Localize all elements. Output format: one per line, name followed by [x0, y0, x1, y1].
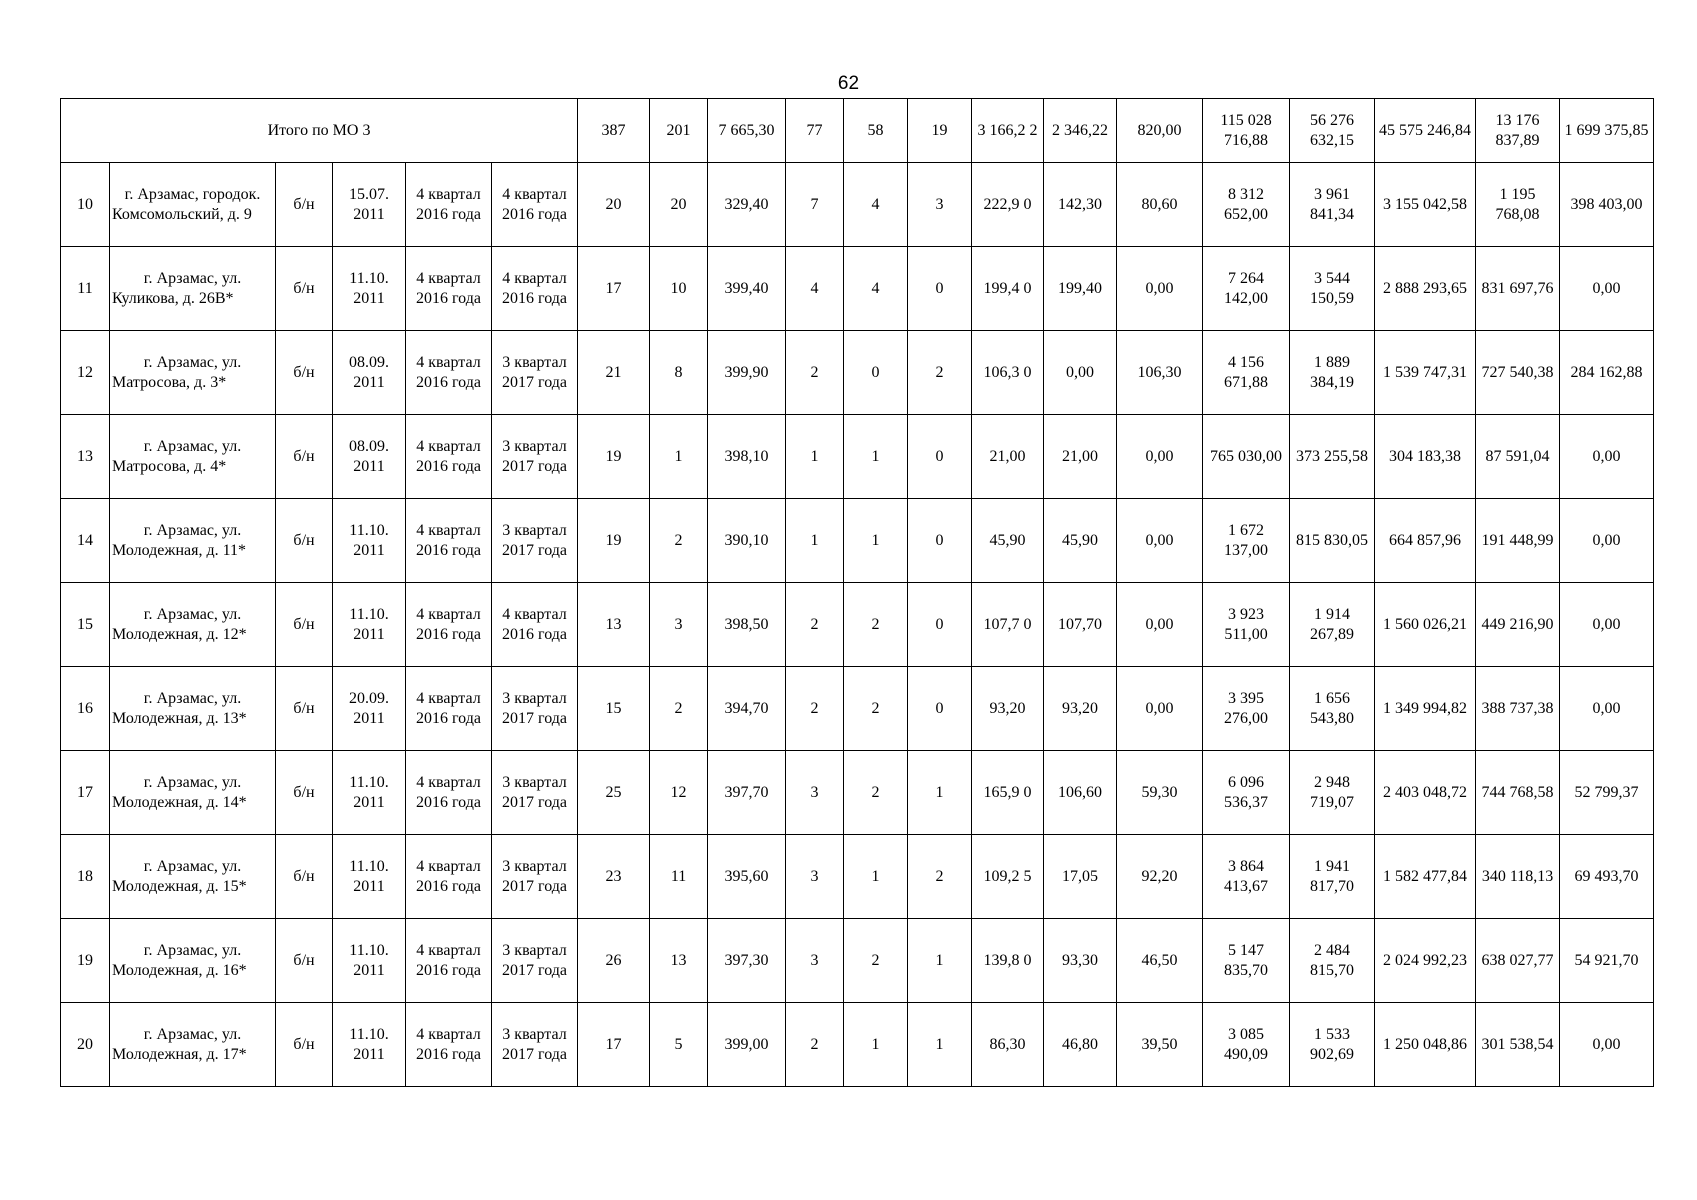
value-cell: 0: [908, 667, 972, 751]
table-row: [61, 583, 1654, 667]
value-cell: 390,10: [708, 499, 786, 583]
total-cell: 13 176 837,89: [1476, 99, 1560, 163]
value-cell: 21,00: [1044, 415, 1117, 499]
value-cell: 398 403,00: [1560, 163, 1654, 247]
value-cell: 52 799,37: [1560, 751, 1654, 835]
value-cell: 0,00: [1560, 583, 1654, 667]
value-cell: 3: [786, 751, 844, 835]
document-number-cell: б/н: [276, 247, 333, 331]
table-row: [61, 163, 1654, 247]
value-cell: 0,00: [1560, 667, 1654, 751]
total-cell: 2 346,22: [1044, 99, 1117, 163]
value-cell: 4 156 671,88: [1203, 331, 1290, 415]
value-cell: 1 656 543,80: [1290, 667, 1375, 751]
value-cell: 6 096 536,37: [1203, 751, 1290, 835]
value-cell: 373 255,58: [1290, 415, 1375, 499]
value-cell: 12: [650, 751, 708, 835]
value-cell: 1: [844, 835, 908, 919]
row-number: 17: [61, 751, 110, 835]
value-cell: 1 560 026,21: [1375, 583, 1476, 667]
table-row: [61, 667, 1654, 751]
value-cell: 2: [786, 667, 844, 751]
actual-date-cell: 4 квартал 2016 года: [492, 163, 578, 247]
table-row: [61, 1003, 1654, 1087]
value-cell: 222,9 0: [972, 163, 1044, 247]
value-cell: 765 030,00: [1203, 415, 1290, 499]
value-cell: 93,20: [972, 667, 1044, 751]
value-cell: 0,00: [1117, 583, 1203, 667]
value-cell: 106,3 0: [972, 331, 1044, 415]
row-number: 18: [61, 835, 110, 919]
row-number: 14: [61, 499, 110, 583]
value-cell: 3: [650, 583, 708, 667]
table-row: [61, 835, 1654, 919]
value-cell: 0: [844, 331, 908, 415]
value-cell: 2: [844, 667, 908, 751]
total-cell: 387: [578, 99, 650, 163]
total-cell: 58: [844, 99, 908, 163]
value-cell: 106,30: [1117, 331, 1203, 415]
value-cell: 59,30: [1117, 751, 1203, 835]
value-cell: 1 941 817,70: [1290, 835, 1375, 919]
row-number: 20: [61, 1003, 110, 1087]
value-cell: 45,90: [1044, 499, 1117, 583]
document-number-cell: б/н: [276, 583, 333, 667]
value-cell: 2: [844, 583, 908, 667]
value-cell: 394,70: [708, 667, 786, 751]
planned-date-cell: 4 квартал 2016 года: [406, 331, 492, 415]
value-cell: 1 533 902,69: [1290, 1003, 1375, 1087]
value-cell: 19: [578, 499, 650, 583]
value-cell: 3 961 841,34: [1290, 163, 1375, 247]
value-cell: 2 484 815,70: [1290, 919, 1375, 1003]
value-cell: 8: [650, 331, 708, 415]
value-cell: 4: [844, 163, 908, 247]
value-cell: 638 027,77: [1476, 919, 1560, 1003]
value-cell: 0: [908, 247, 972, 331]
value-cell: 1 582 477,84: [1375, 835, 1476, 919]
value-cell: 1: [908, 919, 972, 1003]
value-cell: 0,00: [1117, 667, 1203, 751]
value-cell: 69 493,70: [1560, 835, 1654, 919]
value-cell: 284 162,88: [1560, 331, 1654, 415]
value-cell: 1: [844, 415, 908, 499]
document-number-cell: б/н: [276, 835, 333, 919]
value-cell: 17: [578, 1003, 650, 1087]
value-cell: 109,2 5: [972, 835, 1044, 919]
value-cell: 3 085 490,09: [1203, 1003, 1290, 1087]
actual-date-cell: 4 квартал 2016 года: [492, 583, 578, 667]
value-cell: 2: [908, 331, 972, 415]
value-cell: 3 395 276,00: [1203, 667, 1290, 751]
total-cell: 115 028 716,88: [1203, 99, 1290, 163]
value-cell: 23: [578, 835, 650, 919]
value-cell: 10: [650, 247, 708, 331]
row-number: 10: [61, 163, 110, 247]
value-cell: 727 540,38: [1476, 331, 1560, 415]
value-cell: 397,30: [708, 919, 786, 1003]
value-cell: 0,00: [1560, 1003, 1654, 1087]
value-cell: 107,70: [1044, 583, 1117, 667]
value-cell: 13: [578, 583, 650, 667]
date-cell: 08.09. 2011: [333, 415, 406, 499]
value-cell: 397,70: [708, 751, 786, 835]
value-cell: 15: [578, 667, 650, 751]
value-cell: 2: [844, 919, 908, 1003]
value-cell: 54 921,70: [1560, 919, 1654, 1003]
date-cell: 11.10. 2011: [333, 583, 406, 667]
value-cell: 1: [844, 1003, 908, 1087]
value-cell: 399,00: [708, 1003, 786, 1087]
table-row: [61, 331, 1654, 415]
date-cell: 15.07. 2011: [333, 163, 406, 247]
value-cell: 1 889 384,19: [1290, 331, 1375, 415]
address-cell: г. Арзамас, ул. Молодежная, д. 12*: [110, 583, 276, 667]
value-cell: 1: [650, 415, 708, 499]
value-cell: 0,00: [1117, 499, 1203, 583]
total-cell: 820,00: [1117, 99, 1203, 163]
planned-date-cell: 4 квартал 2016 года: [406, 751, 492, 835]
value-cell: 0,00: [1044, 331, 1117, 415]
row-number: 16: [61, 667, 110, 751]
table-row: [61, 247, 1654, 331]
date-cell: 11.10. 2011: [333, 835, 406, 919]
date-cell: 11.10. 2011: [333, 247, 406, 331]
value-cell: 1: [786, 415, 844, 499]
value-cell: 46,50: [1117, 919, 1203, 1003]
value-cell: 301 538,54: [1476, 1003, 1560, 1087]
page-number: 62: [837, 73, 860, 94]
planned-date-cell: 4 квартал 2016 года: [406, 247, 492, 331]
value-cell: 3: [786, 919, 844, 1003]
actual-date-cell: 3 квартал 2017 года: [492, 835, 578, 919]
value-cell: 2: [650, 499, 708, 583]
value-cell: 191 448,99: [1476, 499, 1560, 583]
value-cell: 92,20: [1117, 835, 1203, 919]
address-cell: г. Арзамас, городок. Комсомольский, д. 9: [110, 163, 276, 247]
value-cell: 0: [908, 499, 972, 583]
date-cell: 20.09. 2011: [333, 667, 406, 751]
address-cell: г. Арзамас, ул. Матросова, д. 3*: [110, 331, 276, 415]
housing-program-table: [60, 98, 1654, 1087]
actual-date-cell: 3 квартал 2017 года: [492, 919, 578, 1003]
value-cell: 2: [908, 835, 972, 919]
table-row: [61, 751, 1654, 835]
value-cell: 2: [786, 331, 844, 415]
value-cell: 0,00: [1117, 247, 1203, 331]
value-cell: 26: [578, 919, 650, 1003]
planned-date-cell: 4 квартал 2016 года: [406, 415, 492, 499]
value-cell: 45,90: [972, 499, 1044, 583]
address-cell: г. Арзамас, ул. Молодежная, д. 15*: [110, 835, 276, 919]
value-cell: 11: [650, 835, 708, 919]
address-cell: г. Арзамас, ул. Молодежная, д. 13*: [110, 667, 276, 751]
value-cell: 0: [908, 415, 972, 499]
document-number-cell: б/н: [276, 415, 333, 499]
value-cell: 87 591,04: [1476, 415, 1560, 499]
value-cell: 3 155 042,58: [1375, 163, 1476, 247]
address-cell: г. Арзамас, ул. Молодежная, д. 14*: [110, 751, 276, 835]
value-cell: 21: [578, 331, 650, 415]
actual-date-cell: 3 квартал 2017 года: [492, 499, 578, 583]
value-cell: 1: [844, 499, 908, 583]
total-cell: 56 276 632,15: [1290, 99, 1375, 163]
total-cell: 3 166,2 2: [972, 99, 1044, 163]
value-cell: 2 948 719,07: [1290, 751, 1375, 835]
date-cell: 11.10. 2011: [333, 751, 406, 835]
value-cell: 2: [650, 667, 708, 751]
actual-date-cell: 3 квартал 2017 года: [492, 331, 578, 415]
row-number: 13: [61, 415, 110, 499]
total-label: Итого по МО 3: [61, 99, 578, 163]
value-cell: 5 147 835,70: [1203, 919, 1290, 1003]
value-cell: 4: [844, 247, 908, 331]
row-number: 15: [61, 583, 110, 667]
planned-date-cell: 4 квартал 2016 года: [406, 835, 492, 919]
actual-date-cell: 3 квартал 2017 года: [492, 751, 578, 835]
value-cell: 142,30: [1044, 163, 1117, 247]
value-cell: 46,80: [1044, 1003, 1117, 1087]
total-cell: 1 699 375,85: [1560, 99, 1654, 163]
value-cell: 93,20: [1044, 667, 1117, 751]
value-cell: 1 539 747,31: [1375, 331, 1476, 415]
value-cell: 815 830,05: [1290, 499, 1375, 583]
planned-date-cell: 4 квартал 2016 года: [406, 163, 492, 247]
table-row: [61, 415, 1654, 499]
value-cell: 2: [844, 751, 908, 835]
value-cell: 398,50: [708, 583, 786, 667]
value-cell: 3 864 413,67: [1203, 835, 1290, 919]
value-cell: 80,60: [1117, 163, 1203, 247]
document-number-cell: б/н: [276, 331, 333, 415]
value-cell: 1 195 768,08: [1476, 163, 1560, 247]
value-cell: 399,40: [708, 247, 786, 331]
value-cell: 2 888 293,65: [1375, 247, 1476, 331]
value-cell: 304 183,38: [1375, 415, 1476, 499]
document-number-cell: б/н: [276, 751, 333, 835]
value-cell: 2 024 992,23: [1375, 919, 1476, 1003]
value-cell: 2: [786, 583, 844, 667]
date-cell: 11.10. 2011: [333, 1003, 406, 1087]
row-number: 12: [61, 331, 110, 415]
value-cell: 395,60: [708, 835, 786, 919]
value-cell: 25: [578, 751, 650, 835]
total-cell: 45 575 246,84: [1375, 99, 1476, 163]
total-cell: 201: [650, 99, 708, 163]
value-cell: 0,00: [1117, 415, 1203, 499]
value-cell: 39,50: [1117, 1003, 1203, 1087]
value-cell: 7: [786, 163, 844, 247]
value-cell: 107,7 0: [972, 583, 1044, 667]
total-cell: 77: [786, 99, 844, 163]
value-cell: 3: [908, 163, 972, 247]
value-cell: 21,00: [972, 415, 1044, 499]
value-cell: 449 216,90: [1476, 583, 1560, 667]
total-cell: 7 665,30: [708, 99, 786, 163]
address-cell: г. Арзамас, ул. Молодежная, д. 11*: [110, 499, 276, 583]
value-cell: 3 923 511,00: [1203, 583, 1290, 667]
document-number-cell: б/н: [276, 163, 333, 247]
document-number-cell: б/н: [276, 919, 333, 1003]
value-cell: 831 697,76: [1476, 247, 1560, 331]
value-cell: 199,40: [1044, 247, 1117, 331]
address-cell: г. Арзамас, ул. Молодежная, д. 16*: [110, 919, 276, 1003]
value-cell: 93,30: [1044, 919, 1117, 1003]
value-cell: 744 768,58: [1476, 751, 1560, 835]
date-cell: 11.10. 2011: [333, 499, 406, 583]
date-cell: 11.10. 2011: [333, 919, 406, 1003]
value-cell: 398,10: [708, 415, 786, 499]
value-cell: 3: [786, 835, 844, 919]
value-cell: 340 118,13: [1476, 835, 1560, 919]
value-cell: 19: [578, 415, 650, 499]
value-cell: 1 914 267,89: [1290, 583, 1375, 667]
value-cell: 2 403 048,72: [1375, 751, 1476, 835]
value-cell: 3 544 150,59: [1290, 247, 1375, 331]
planned-date-cell: 4 квартал 2016 года: [406, 499, 492, 583]
value-cell: 7 264 142,00: [1203, 247, 1290, 331]
value-cell: 0: [908, 583, 972, 667]
value-cell: 2: [786, 1003, 844, 1087]
total-cell: 19: [908, 99, 972, 163]
value-cell: 399,90: [708, 331, 786, 415]
planned-date-cell: 4 квартал 2016 года: [406, 919, 492, 1003]
row-number: 19: [61, 919, 110, 1003]
value-cell: 1 250 048,86: [1375, 1003, 1476, 1087]
value-cell: 20: [578, 163, 650, 247]
value-cell: 165,9 0: [972, 751, 1044, 835]
actual-date-cell: 3 квартал 2017 года: [492, 415, 578, 499]
value-cell: 8 312 652,00: [1203, 163, 1290, 247]
value-cell: 5: [650, 1003, 708, 1087]
value-cell: 17: [578, 247, 650, 331]
value-cell: 1 349 994,82: [1375, 667, 1476, 751]
value-cell: 664 857,96: [1375, 499, 1476, 583]
value-cell: 17,05: [1044, 835, 1117, 919]
value-cell: 139,8 0: [972, 919, 1044, 1003]
table-body: [61, 99, 1654, 1087]
planned-date-cell: 4 квартал 2016 года: [406, 583, 492, 667]
address-cell: г. Арзамас, ул. Матросова, д. 4*: [110, 415, 276, 499]
value-cell: 0,00: [1560, 415, 1654, 499]
value-cell: 1: [786, 499, 844, 583]
total-row: [61, 99, 1654, 163]
address-cell: г. Арзамас, ул. Куликова, д. 26В*: [110, 247, 276, 331]
table-row: [61, 919, 1654, 1003]
value-cell: 1 672 137,00: [1203, 499, 1290, 583]
actual-date-cell: 3 квартал 2017 года: [492, 1003, 578, 1087]
planned-date-cell: 4 квартал 2016 года: [406, 667, 492, 751]
value-cell: 199,4 0: [972, 247, 1044, 331]
value-cell: 106,60: [1044, 751, 1117, 835]
document-number-cell: б/н: [276, 1003, 333, 1087]
value-cell: 13: [650, 919, 708, 1003]
document-number-cell: б/н: [276, 499, 333, 583]
value-cell: 20: [650, 163, 708, 247]
date-cell: 08.09. 2011: [333, 331, 406, 415]
value-cell: 0,00: [1560, 247, 1654, 331]
address-cell: г. Арзамас, ул. Молодежная, д. 17*: [110, 1003, 276, 1087]
value-cell: 388 737,38: [1476, 667, 1560, 751]
value-cell: 86,30: [972, 1003, 1044, 1087]
value-cell: 4: [786, 247, 844, 331]
value-cell: 329,40: [708, 163, 786, 247]
planned-date-cell: 4 квартал 2016 года: [406, 1003, 492, 1087]
value-cell: 1: [908, 751, 972, 835]
table-row: [61, 499, 1654, 583]
document-number-cell: б/н: [276, 667, 333, 751]
value-cell: 1: [908, 1003, 972, 1087]
row-number: 11: [61, 247, 110, 331]
value-cell: 0,00: [1560, 499, 1654, 583]
actual-date-cell: 4 квартал 2016 года: [492, 247, 578, 331]
actual-date-cell: 3 квартал 2017 года: [492, 667, 578, 751]
